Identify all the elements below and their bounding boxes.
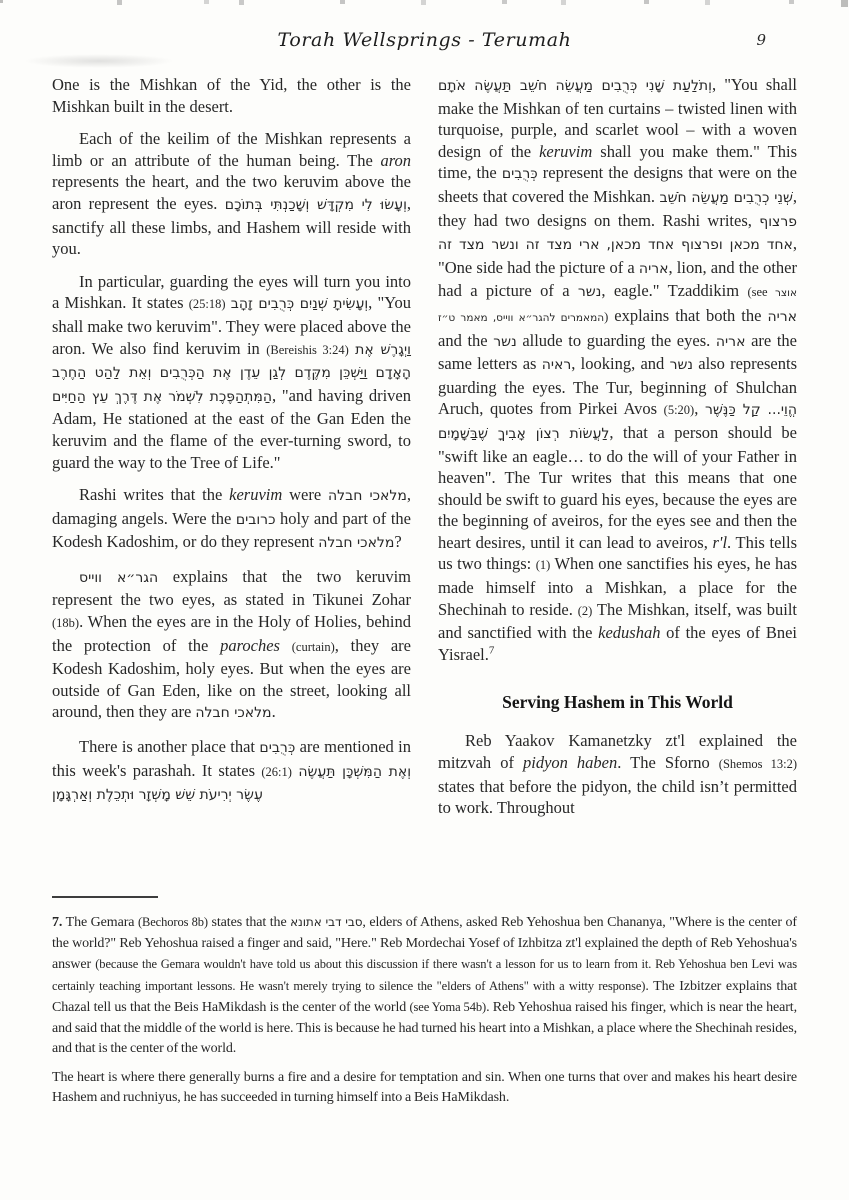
footnote-7 bbox=[52, 912, 797, 1060]
text-segment: also represents guarding the eyes. The Tur, beginning of Shulchan Aruch, quotes from Pirkei Avos bbox=[438, 354, 797, 419]
text-segment: , they had two designs on them. Rashi writes, bbox=[438, 186, 797, 230]
page-number: 9 bbox=[756, 31, 766, 49]
hebrew-text: וַיְגָרֶשׁ אֶת הָאָדָם וַיַּשְׁכֵּן מִקֶּדֶם לְגַן עֵדֶן אֶת הַכְּרֻבִים וְאֵת לַהַט הַחֶרֶב הַמִּתְהַפֶּכֶת לִשְׁמֹר אֶת דֶּרֶךְ עֵץ הַחַיִּים bbox=[52, 341, 411, 405]
hebrew-text: מלאכי חבלה bbox=[328, 488, 407, 505]
scan-artifacts bbox=[0, 0, 3, 3]
text-segment: (Bereishis 3:24) bbox=[266, 342, 349, 357]
text-segment: The heart is where there generally burns a fire and a desire for temptation and sin. When one turns that over and makes his heart desire Hashem and ruchniyus, he has succeeded in turning himself into a Beis HaMikdash. bbox=[52, 1069, 797, 1105]
text-segment: pidyon haben bbox=[522, 753, 618, 773]
hebrew-text: נשר bbox=[493, 333, 517, 350]
text-segment: allude to guarding the eyes. bbox=[516, 330, 716, 350]
text-segment: Rashi writes that the bbox=[79, 485, 230, 505]
text-segment: , "One side had the picture of a bbox=[438, 234, 797, 277]
section-heading: Serving Hashem in This World bbox=[502, 692, 733, 713]
text-segment: (18b) bbox=[52, 616, 80, 631]
text-segment: , "You shall make two keruvim". They were placed above the aron. We also find keruvim in bbox=[52, 293, 411, 358]
text-segment: keruvim bbox=[229, 485, 283, 505]
hebrew-text: אוצר המאמרים להגר״א ווייס, מאמר ט״ז bbox=[438, 287, 797, 324]
hebrew-text: וְתֹלַעַת שָׁנִי כְּרֻבִים מַעֲשֵׂה חֹשֵׁב תַּעֲשֶׂה אֹתָם bbox=[438, 78, 712, 94]
hebrew-text: נשר bbox=[669, 357, 694, 374]
hebrew-text: נשר bbox=[577, 284, 602, 301]
text-segment: . bbox=[271, 702, 276, 722]
text-segment: . Reb Yehoshua raised his finger, which is near the heart, and said that the middle of the world is here. This is because he had turned his heart into a Mishkan, a place where the Shechinah resides, and that is the center of the world. bbox=[52, 1000, 797, 1056]
hebrew-text: אריה bbox=[638, 260, 669, 277]
text-segment: , sanctify all these limbs, and Hashem will reside with you. bbox=[52, 193, 412, 259]
hebrew-text: הֱוֵי... קַל כַּנֶּשֶׁר לַעֲשׂוֹת רְצוֹן אָבִיךָ שֶׁבַּשָּׁמָיִם bbox=[438, 402, 797, 442]
hebrew-text: מלאכי חבלה bbox=[195, 705, 272, 722]
hebrew-text: כרובים bbox=[235, 511, 276, 528]
text-segment: (because the Gemara wouldn't have told us about this discussion if there wasn't a lesson for us to learn from it. Reb Yehoshua ben Levi was certainly teaching important lessons. He wasn't merely trying to silence the "elders of Athens" with a witty response) bbox=[52, 957, 797, 993]
text-segment: 7. bbox=[52, 915, 63, 930]
text-segment: In particular, guarding the eyes will turn you into a Mishkan. It states bbox=[52, 271, 411, 313]
text-segment: (curtain) bbox=[291, 639, 335, 654]
hebrew-text: הגר״א ווייס bbox=[79, 569, 159, 586]
footnote-separator bbox=[52, 896, 158, 898]
text-segment: The Gemara bbox=[62, 915, 138, 930]
hebrew-text: וְעָשׂוּ לִי מִקְדָּשׁ וְשָׁכַנְתִּי בְּתוֹכָם bbox=[224, 196, 407, 213]
hebrew-text: שְׁנֵי כְרֻבִים מַעֲשֵׂה חֹשֵׁב bbox=[659, 189, 793, 206]
hebrew-text: סבי דבי אתונא bbox=[290, 915, 363, 929]
text-segment: , "and having driven Adam, He stationed at the east of the Gan Eden the keruvim and the flame of the ever-turning sword, to guard the way to the Tree of Life." bbox=[52, 385, 412, 472]
text-segment: . The Izbitzer explains that Chazal tell us that the Beis HaMikdash is the center of the world bbox=[52, 978, 797, 1015]
text-segment: keruvim bbox=[539, 141, 593, 161]
text-segment: (5:20) bbox=[663, 403, 695, 418]
hebrew-text: וְעָשִׂיתָ שְׁנַיִם כְּרֻבִים זָהָב bbox=[230, 296, 369, 313]
text-segment: . When the eyes are in the Holy of Holies, behind the protection of the bbox=[52, 612, 411, 655]
text-segment: , lion, and the other had a picture of a bbox=[438, 257, 797, 301]
hebrew-text: כְּרֻבִים bbox=[501, 166, 538, 183]
text-segment: are mentioned in this week's parashah. It states bbox=[52, 737, 411, 780]
text-segment: explains that both the bbox=[608, 305, 768, 325]
hebrew-text: וְאֶת הַמִּשְׁכָּן תַּעֲשֶׂה עֶשֶׂר יְרִיעֹת שֵׁשׁ מָשְׁזָר וּתְכֵלֶת וְאַרְגָּמָן bbox=[52, 763, 412, 804]
text-columns bbox=[52, 74, 797, 886]
text-segment: , bbox=[694, 399, 705, 419]
text-segment: (Shemos 13:2) bbox=[718, 757, 797, 772]
text-segment: and the bbox=[438, 330, 494, 350]
paragraph bbox=[52, 128, 411, 260]
text-segment: The Mishkan, itself, was built and sanctified with the bbox=[438, 599, 797, 643]
text-segment: , damaging angels. Were the bbox=[52, 485, 411, 528]
text-segment: r'l bbox=[712, 532, 728, 552]
page-header bbox=[52, 28, 797, 68]
paragraph bbox=[52, 74, 411, 117]
hebrew-text: פרצוף אחד מכאן ופרצוף אחד מכאן, ארי מצד זה ונשר מצד זה bbox=[438, 213, 797, 254]
text-segment: , looking, and bbox=[571, 354, 670, 374]
text-segment: kedushah bbox=[598, 623, 661, 643]
hebrew-text: אריה bbox=[767, 308, 797, 325]
right-column bbox=[438, 74, 797, 886]
text-segment: , "You shall make the Mishkan of ten curtains – twisted linen with turquoise, purple, and scarlet wool – with a woven design of the bbox=[438, 75, 797, 161]
paragraph bbox=[52, 484, 411, 555]
footnote-7-continued bbox=[52, 1068, 797, 1109]
hebrew-text: ראיה bbox=[541, 357, 572, 374]
text-segment: , they are Kodesh Kadoshim, holy eyes. But when the eyes are outside of Gan Eden, like on the street, looking all around, then they are bbox=[52, 635, 411, 722]
text-segment bbox=[280, 636, 292, 655]
text-segment: are the same letters as bbox=[438, 330, 797, 374]
text-segment: (26:1) bbox=[261, 764, 292, 779]
text-segment: paroches bbox=[220, 635, 280, 655]
text-segment: There is another place that bbox=[79, 737, 260, 757]
footnotes-section bbox=[52, 912, 797, 1109]
text-segment: (see Yoma 54b) bbox=[409, 1000, 487, 1014]
left-column bbox=[52, 74, 411, 886]
text-segment: of the eyes of Bnei Yisrael. bbox=[438, 623, 797, 664]
text-segment: were bbox=[282, 485, 329, 505]
text-segment: (2) bbox=[577, 603, 593, 618]
text-segment: 7 bbox=[488, 644, 495, 657]
text-segment: (1) bbox=[535, 558, 551, 573]
paragraph bbox=[52, 271, 411, 473]
text-segment: shall you make them." This time, the bbox=[438, 141, 797, 183]
text-segment: Each of the keilim of the Mishkan represents a limb or an attribute of the human being. The bbox=[52, 129, 411, 170]
text-segment: One is the Mishkan of the Yid, the other is the Mishkan built in the desert. bbox=[52, 75, 411, 116]
text-segment: . This tells us two things: bbox=[438, 532, 797, 574]
text-segment: explains that the two keruvim represent the two eyes, as stated in Tikunei Zohar bbox=[52, 566, 411, 610]
text-segment: , elders of Athens, asked Reb Yehoshua ben Chananya, "Where is the center of the world?" Reb Yehoshua raised a finger and said, "Here." Reb Mordechai Yosef of Izhbitza zt'l explained the depth of Reb Yehoshua's answer bbox=[52, 915, 797, 972]
text-segment: Reb Yaakov Kamanetzky zt'l explained the mitzvah of bbox=[438, 731, 797, 773]
text-segment: , eagle." Tzaddikim bbox=[601, 281, 748, 301]
hebrew-text: מלאכי חבלה bbox=[318, 535, 395, 552]
text-segment: (see bbox=[747, 285, 775, 300]
text-segment: represents the heart, and the two keruvim above the aron represent the eyes. bbox=[52, 172, 411, 213]
text-segment: . The Sforno bbox=[617, 753, 719, 773]
paragraph bbox=[52, 736, 411, 807]
page-title: Torah Wellsprings - Terumah bbox=[277, 29, 572, 51]
paragraph bbox=[438, 730, 797, 818]
hebrew-text: אריה bbox=[715, 333, 746, 350]
text-segment: , that a person should be "swift like an eagle… to do the will of your Father in heaven". The Tur writes that this means that one should be swift to guard his eyes, because the eyes are the beginning of aveiros, for the eyes see and then the heart desires, until it can lead to aveiros, bbox=[438, 422, 797, 552]
text-segment: ? bbox=[394, 532, 402, 552]
text-segment: When one sanctifies his eyes, he has made himself into a Mishkan, a place for the Shechinah to reside. bbox=[438, 554, 797, 619]
hebrew-text: כְּרֻבִים bbox=[259, 740, 296, 757]
paragraph bbox=[438, 74, 797, 665]
text-segment: ) bbox=[604, 309, 609, 324]
text-segment: represent the designs that were on the sheets that covered the Mishkan. bbox=[438, 163, 797, 206]
text-segment: holy and part of the Kodesh Kadoshim, or do they represent bbox=[52, 508, 411, 552]
text-segment: states that the bbox=[207, 915, 291, 930]
text-segment: aron bbox=[380, 150, 411, 170]
text-segment: (25:18) bbox=[188, 297, 226, 312]
text-segment: states that before the pidyon, the child isn’t permitted to work. Throughout bbox=[438, 776, 797, 818]
paragraph bbox=[52, 566, 411, 725]
text-segment: (Bechoros 8b) bbox=[137, 915, 208, 929]
